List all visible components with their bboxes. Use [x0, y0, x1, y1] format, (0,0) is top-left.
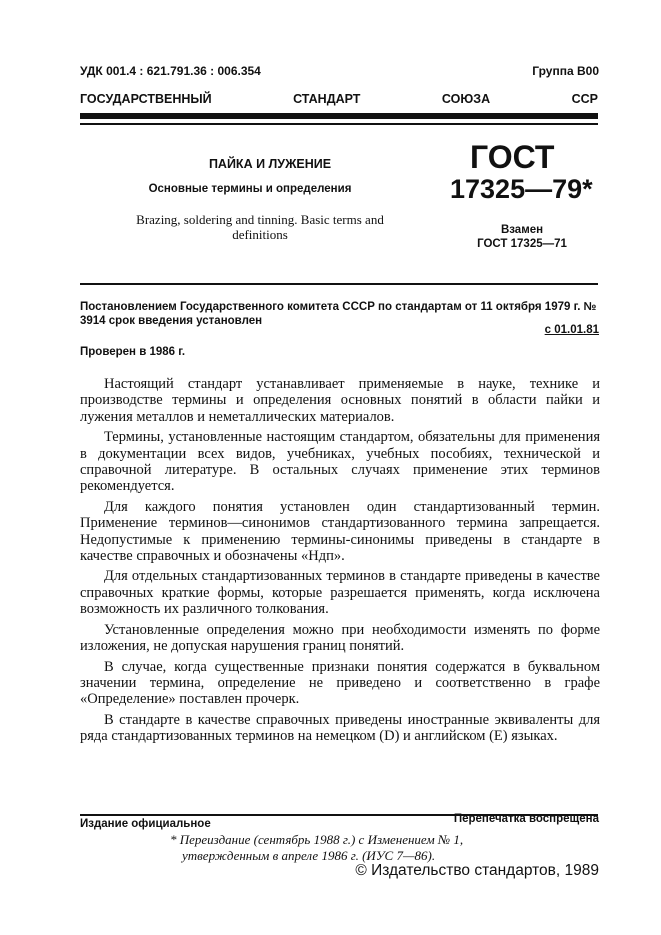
paragraph: В случае, когда существенные признаки понятия содержатся в буквальном значении термина, определение не приведено и соответственно в графе «Определение» поставлен прочерк.	[80, 658, 600, 708]
replaces-standard: ГОСТ 17325—71	[477, 238, 567, 250]
header-rule-thin	[80, 123, 598, 125]
state-word-1: ГОСУДАРСТВЕННЫЙ	[80, 92, 212, 106]
paragraph: В стандарте в качестве справочных приведены иностранные эквиваленты для ряда стандартизованных терминов на немецком (D) и английском (E) языках.	[80, 711, 600, 745]
title-rule	[80, 283, 598, 285]
replaces-block	[462, 223, 582, 251]
gost-number: 17325—79*	[450, 174, 593, 204]
reissue-line-1: * Переиздание (сентябрь 1988 г.) с Изменением № 1,	[170, 832, 464, 847]
state-standard-heading	[80, 92, 598, 106]
english-title: Brazing, soldering and tinning. Basic terms and definitions	[136, 212, 384, 242]
gost-label: ГОСТ	[470, 139, 555, 175]
reissue-note	[170, 832, 610, 864]
checked-year: Проверен в 1986 г.	[80, 346, 186, 358]
official-edition: Издание официальное	[80, 818, 211, 830]
reissue-line-2: утвержденным в апреле 1986 г. (ИУС 7—86).	[182, 848, 436, 863]
replaces-label: Взамен	[500, 224, 544, 236]
publisher: © Издательство стандартов, 1989	[355, 862, 599, 879]
group-code: Группа В00	[532, 64, 599, 78]
state-word-3: СОЮЗА	[441, 92, 491, 106]
document-title: ПАЙКА И ЛУЖЕНИЕ	[208, 157, 332, 171]
document-subtitle: Основные термины и определения	[148, 183, 352, 195]
decree-text: Постановлением Государственного комитета СССР по стандартам от 11 октября 1979 г. № 3914 срок введения установлен	[80, 301, 597, 327]
paragraph: Настоящий стандарт устанавливает применяемые в науке, технике и производстве термины и определения основных понятий в области пайки и лужения металлов и неметаллических материалов.	[80, 376, 600, 425]
effective-date: с 01.01.81	[544, 324, 599, 336]
paragraph: Для каждого понятия установлен один стандартизованный термин. Применение терминов—синонимов стандартизованного термина запрещается. Недопустимые к применению термины-синонимы приведены в стандарте в качестве справочных и обозначены «Ндп».	[80, 498, 600, 565]
paragraph: Термины, установленные настоящим стандартом, обязательны для применения в документации всех видов, учебниках, учебных пособиях, технической и справочной литературе. В остальных случаях применение этих терминов рекомендуется.	[80, 429, 600, 495]
reprint-notice: Перепечатка воспрещена	[453, 813, 599, 825]
body-text	[80, 376, 600, 749]
paragraph: Установленные определения можно при необходимости изменять по форме изложения, не допуская нарушения границ понятий.	[80, 621, 600, 655]
header-rule-thick	[80, 113, 598, 119]
state-word-4: ССР	[571, 92, 598, 106]
paragraph: Для отдельных стандартизованных терминов в стандарте приведены в качестве справочных краткие формы, которые разрешается применять, когда исключена возможность их различного толкования.	[80, 568, 600, 618]
udk-code: УДК 001.4 : 621.791.36 : 006.354	[80, 64, 261, 78]
state-word-2: СТАНДАРТ	[293, 92, 361, 106]
